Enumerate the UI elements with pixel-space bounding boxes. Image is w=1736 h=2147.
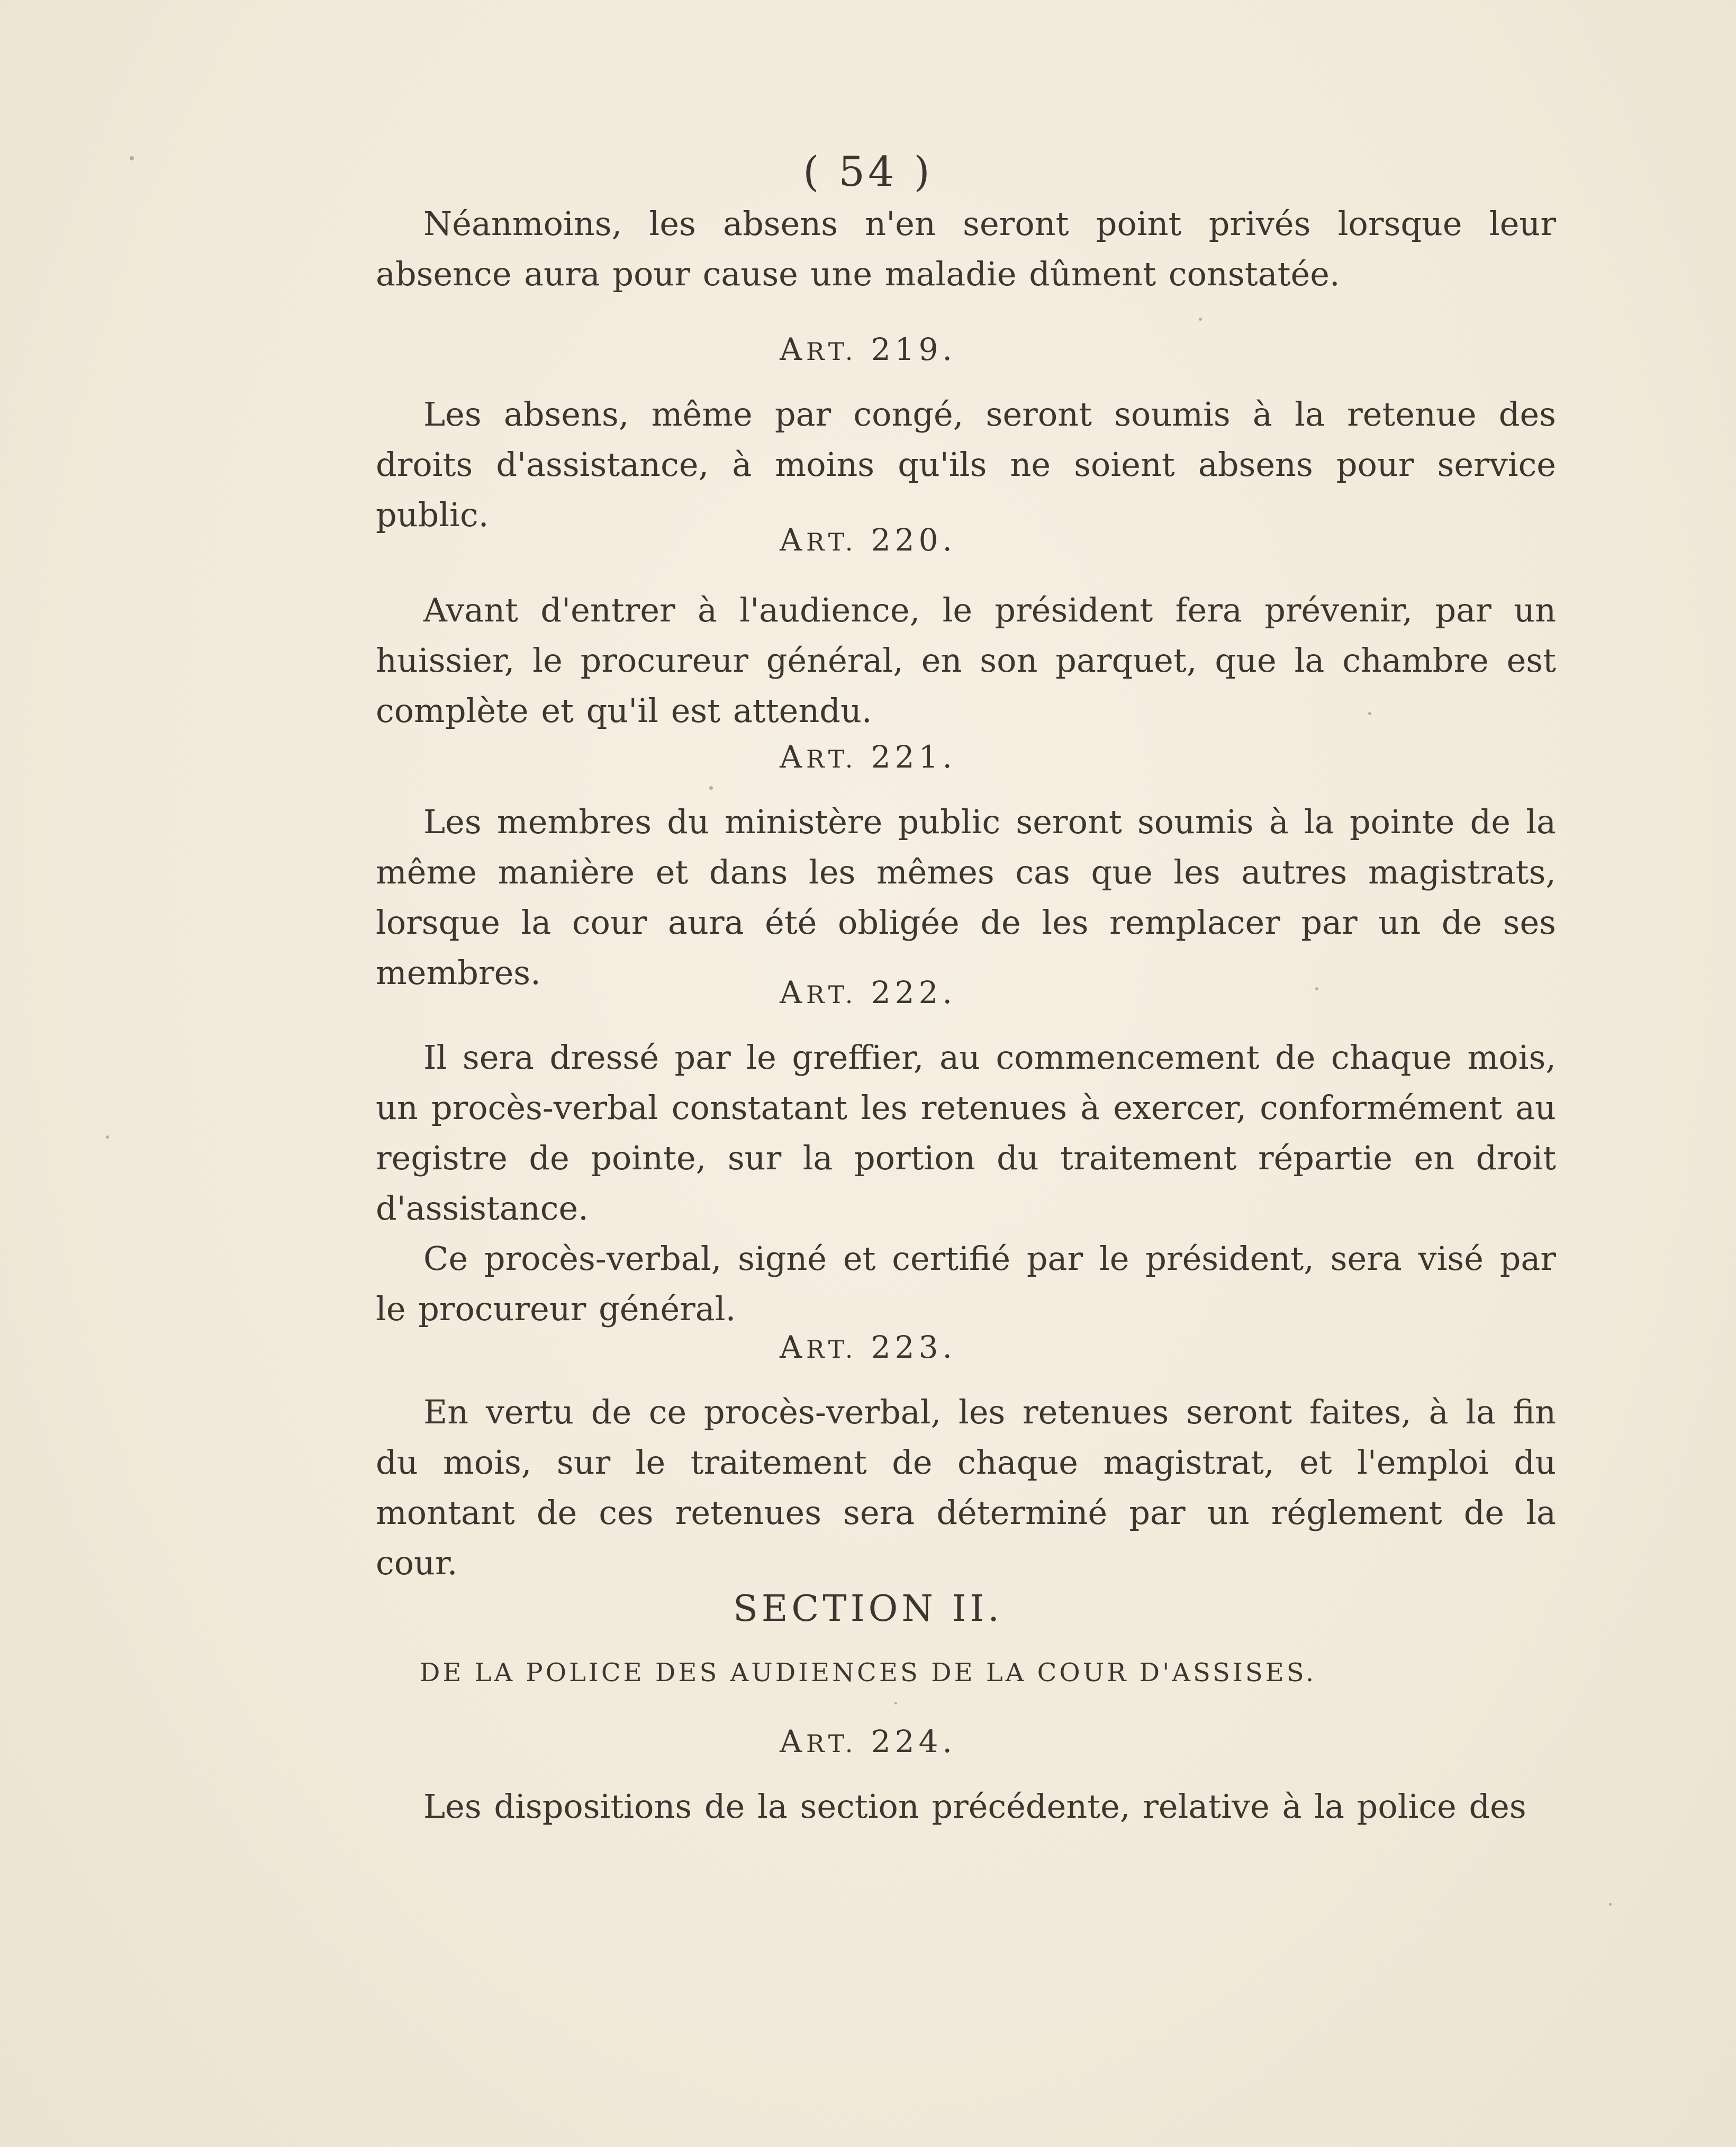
paragraph-text: Les membres du ministère public seront soumis à la pointe de la même manière et dans les mêmes cas que les autres magistrats, lorsque la cour aura été obligée de les remplacer par un de ses membres. (376, 802, 1556, 992)
paragraph-text: Néanmoins, les absens n'en seront point privés lorsque leur absence aura pour cause une maladie dûment constatée. (376, 204, 1556, 293)
article-prefix: A (780, 739, 806, 775)
article-number: 219. (871, 331, 956, 367)
paper-speck (130, 156, 134, 160)
paragraph-text: Les dispositions de la section précédente, relative à la police des (423, 1787, 1526, 1826)
article-heading-222 (0, 969, 1736, 1018)
article-number: 223. (871, 1329, 956, 1365)
article-heading-219 (0, 326, 1736, 375)
article-number: 220. (871, 522, 956, 558)
paper-speck (106, 1135, 109, 1139)
article-label: RT. (806, 1729, 857, 1758)
paragraph-text: Ce procès-verbal, signé et certifié par le président, sera visé par le procureur général. (376, 1239, 1556, 1328)
article-label: RT. (806, 745, 857, 773)
article-prefix: A (780, 331, 806, 367)
paragraph-article-221 (376, 797, 1556, 998)
paragraph-text: Il sera dressé par le greffier, au commencement de chaque mois, un procès-verbal constatant les retenues à exercer, conformément au registre de pointe, sur la portion du traitement répartie en droit d'assistance. (376, 1038, 1556, 1228)
paragraph-text: Les absens, même par congé, seront soumis à la retenue des droits d'assistance, à moins qu'ils ne soient absens pour service public. (376, 395, 1556, 534)
paragraph-text: En vertu de ce procès-verbal, les retenues seront faites, à la fin du mois, sur le traitement de chaque magistrat, et l'emploi du montant de ces retenues sera déterminé par un réglement de la cour. (376, 1393, 1556, 1582)
paragraph-article-224 (376, 1781, 1556, 1832)
article-label: RT. (806, 337, 857, 366)
section-subtitle: DE LA POLICE DES AUDIENCES DE LA COUR D'ASSISES. (419, 1658, 1317, 1688)
article-heading-221 (0, 733, 1736, 783)
article-heading-220 (0, 516, 1736, 566)
paper-speck (894, 1702, 897, 1704)
article-prefix: A (780, 975, 806, 1011)
paragraph-intro (376, 199, 1556, 299)
paper-speck (1199, 318, 1202, 321)
section-title: SECTION II. (733, 1588, 1003, 1630)
article-number: 222. (871, 975, 956, 1011)
article-number: 224. (871, 1724, 956, 1760)
paper-speck (709, 786, 713, 790)
article-prefix: A (780, 522, 806, 558)
article-label: RT. (806, 528, 857, 556)
article-label: RT. (806, 1335, 857, 1364)
article-heading-224 (0, 1718, 1736, 1767)
paragraph-article-220 (376, 585, 1556, 736)
paper-speck (1315, 987, 1318, 990)
article-prefix: A (780, 1724, 806, 1760)
page-number: ( 54 ) (803, 148, 933, 196)
article-number: 221. (871, 739, 956, 775)
article-label: RT. (806, 980, 857, 1009)
article-heading-223 (0, 1323, 1736, 1373)
paragraph-text: Avant d'entrer à l'audience, le président fera prévenir, par un huissier, le procureur général, en son parquet, que la chambre est complète et qu'il est attendu. (376, 591, 1556, 730)
paragraph-article-222 (376, 1032, 1556, 1334)
paper-speck (1609, 1903, 1612, 1906)
article-prefix: A (780, 1329, 806, 1365)
paragraph-article-223 (376, 1387, 1556, 1588)
paper-speck (1368, 712, 1371, 715)
